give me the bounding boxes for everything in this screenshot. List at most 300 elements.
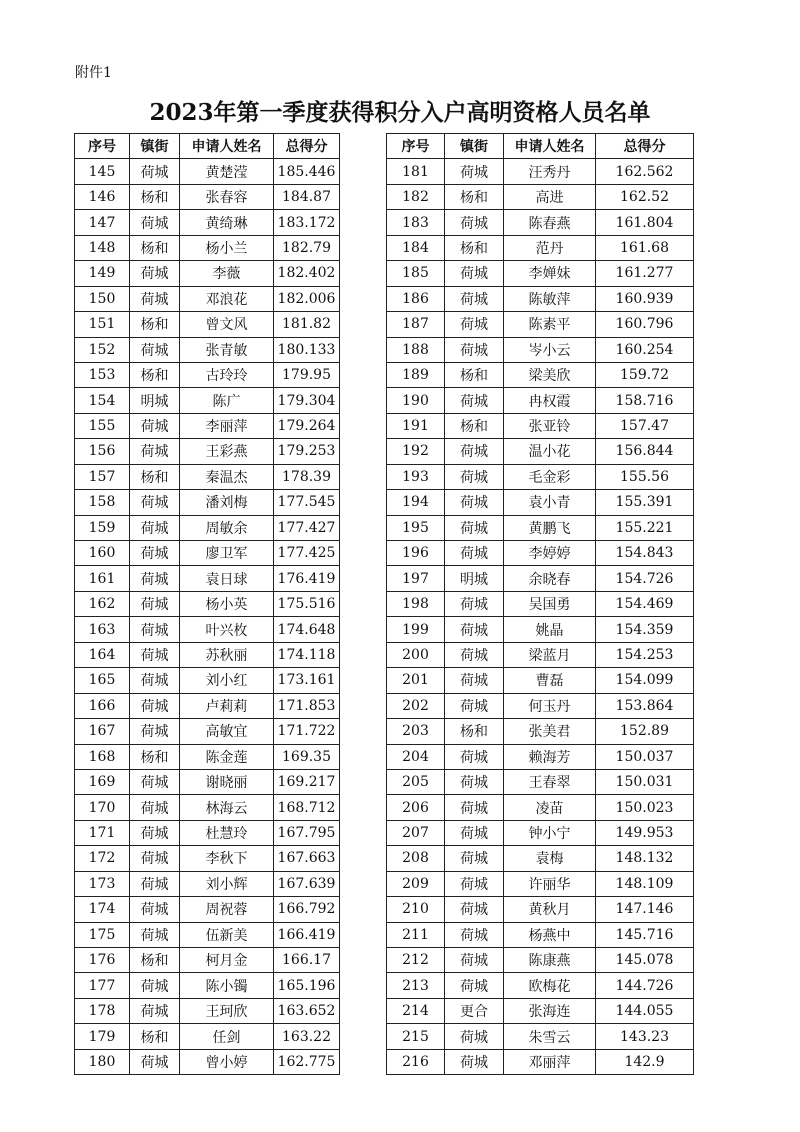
cell-name: 高进 <box>504 184 596 209</box>
cell-name: 陈敏萍 <box>504 286 596 311</box>
cell-seq: 178 <box>75 998 130 1023</box>
cell-name: 曹磊 <box>504 668 596 693</box>
table-row <box>75 388 340 413</box>
cell-name: 凌苗 <box>504 795 596 820</box>
table-row <box>75 897 340 922</box>
cell-seq: 199 <box>387 617 445 642</box>
cell-town: 荷城 <box>445 591 504 616</box>
table-row <box>387 184 694 209</box>
cell-score: 154.359 <box>596 617 694 642</box>
header-name: 申请人姓名 <box>180 134 274 159</box>
cell-name: 伍新美 <box>180 922 274 947</box>
table-row <box>387 719 694 744</box>
cell-seq: 154 <box>75 388 130 413</box>
cell-name: 周敏余 <box>180 515 274 540</box>
table-row <box>387 973 694 998</box>
table-row <box>75 1049 340 1074</box>
header-score: 总得分 <box>596 134 694 159</box>
cell-name: 陈广 <box>180 388 274 413</box>
header-town: 镇街 <box>130 134 180 159</box>
table-row <box>387 922 694 947</box>
cell-name: 温小花 <box>504 439 596 464</box>
cell-seq: 205 <box>387 769 445 794</box>
table-row <box>75 998 340 1023</box>
cell-seq: 204 <box>387 744 445 769</box>
cell-name: 朱雪云 <box>504 1024 596 1049</box>
cell-name: 杜慧玲 <box>180 820 274 845</box>
table-row <box>387 820 694 845</box>
header-town: 镇街 <box>445 134 504 159</box>
cell-name: 许丽华 <box>504 871 596 896</box>
cell-seq: 160 <box>75 541 130 566</box>
cell-seq: 146 <box>75 184 130 209</box>
roster-table-left <box>74 133 340 1075</box>
cell-town: 杨和 <box>445 235 504 260</box>
cell-seq: 149 <box>75 261 130 286</box>
cell-name: 李婷婷 <box>504 541 596 566</box>
cell-score: 163.22 <box>274 1024 340 1049</box>
table-row <box>75 566 340 591</box>
cell-score: 184.87 <box>274 184 340 209</box>
cell-seq: 158 <box>75 490 130 515</box>
cell-seq: 211 <box>387 922 445 947</box>
table-row <box>75 312 340 337</box>
table-row <box>75 413 340 438</box>
table-row <box>75 464 340 489</box>
cell-town: 杨和 <box>130 184 180 209</box>
cell-seq: 150 <box>75 286 130 311</box>
cell-town: 荷城 <box>445 871 504 896</box>
table-row <box>387 693 694 718</box>
cell-score: 145.078 <box>596 948 694 973</box>
cell-score: 148.132 <box>596 846 694 871</box>
cell-score: 155.391 <box>596 490 694 515</box>
cell-score: 145.716 <box>596 922 694 947</box>
cell-seq: 212 <box>387 948 445 973</box>
table-row <box>75 769 340 794</box>
cell-name: 陈小镯 <box>180 973 274 998</box>
table-row <box>75 922 340 947</box>
cell-name: 吴国勇 <box>504 591 596 616</box>
cell-seq: 193 <box>387 464 445 489</box>
cell-town: 荷城 <box>445 846 504 871</box>
cell-score: 177.425 <box>274 541 340 566</box>
cell-name: 毛金彩 <box>504 464 596 489</box>
cell-name: 任剑 <box>180 1024 274 1049</box>
cell-town: 荷城 <box>130 922 180 947</box>
table-row <box>387 490 694 515</box>
table-row <box>75 541 340 566</box>
cell-score: 171.722 <box>274 719 340 744</box>
cell-seq: 173 <box>75 871 130 896</box>
cell-score: 156.844 <box>596 439 694 464</box>
cell-name: 黄绮琳 <box>180 210 274 235</box>
cell-town: 荷城 <box>130 769 180 794</box>
table-row <box>387 591 694 616</box>
cell-seq: 209 <box>387 871 445 896</box>
cell-name: 姚晶 <box>504 617 596 642</box>
cell-name: 潘刘梅 <box>180 490 274 515</box>
cell-seq: 179 <box>75 1024 130 1049</box>
cell-score: 161.68 <box>596 235 694 260</box>
table-row <box>75 693 340 718</box>
cell-score: 175.516 <box>274 591 340 616</box>
cell-score: 182.006 <box>274 286 340 311</box>
cell-score: 179.304 <box>274 388 340 413</box>
cell-town: 荷城 <box>445 159 504 184</box>
cell-name: 汪秀丹 <box>504 159 596 184</box>
cell-town: 荷城 <box>130 210 180 235</box>
cell-name: 袁小青 <box>504 490 596 515</box>
cell-town: 荷城 <box>130 413 180 438</box>
cell-town: 杨和 <box>445 184 504 209</box>
table-row <box>75 235 340 260</box>
cell-seq: 195 <box>387 515 445 540</box>
cell-score: 166.419 <box>274 922 340 947</box>
cell-name: 秦温杰 <box>180 464 274 489</box>
cell-town: 荷城 <box>130 846 180 871</box>
cell-name: 王彩燕 <box>180 439 274 464</box>
cell-seq: 148 <box>75 235 130 260</box>
table-row <box>387 235 694 260</box>
cell-town: 荷城 <box>130 591 180 616</box>
cell-name: 张美君 <box>504 719 596 744</box>
cell-town: 荷城 <box>130 337 180 362</box>
cell-score: 154.099 <box>596 668 694 693</box>
cell-name: 刘小红 <box>180 668 274 693</box>
cell-name: 梁美欣 <box>504 362 596 387</box>
cell-name: 陈春燕 <box>504 210 596 235</box>
cell-seq: 192 <box>387 439 445 464</box>
cell-town: 荷城 <box>445 668 504 693</box>
cell-name: 余晓春 <box>504 566 596 591</box>
cell-town: 杨和 <box>130 312 180 337</box>
cell-score: 147.146 <box>596 897 694 922</box>
cell-seq: 188 <box>387 337 445 362</box>
table-row <box>75 515 340 540</box>
cell-town: 杨和 <box>130 948 180 973</box>
cell-score: 159.72 <box>596 362 694 387</box>
cell-score: 162.52 <box>596 184 694 209</box>
cell-town: 荷城 <box>130 261 180 286</box>
cell-town: 荷城 <box>445 388 504 413</box>
cell-name: 邓浪花 <box>180 286 274 311</box>
cell-seq: 151 <box>75 312 130 337</box>
cell-seq: 161 <box>75 566 130 591</box>
cell-seq: 166 <box>75 693 130 718</box>
cell-score: 144.726 <box>596 973 694 998</box>
cell-seq: 176 <box>75 948 130 973</box>
cell-score: 153.864 <box>596 693 694 718</box>
cell-score: 161.804 <box>596 210 694 235</box>
cell-seq: 184 <box>387 235 445 260</box>
table-row <box>387 897 694 922</box>
cell-name: 邓丽萍 <box>504 1049 596 1074</box>
table-row <box>387 769 694 794</box>
cell-seq: 174 <box>75 897 130 922</box>
cell-seq: 171 <box>75 820 130 845</box>
table-row <box>387 337 694 362</box>
cell-name: 欧梅花 <box>504 973 596 998</box>
cell-score: 179.253 <box>274 439 340 464</box>
table-row <box>387 210 694 235</box>
cell-town: 荷城 <box>130 617 180 642</box>
cell-score: 150.037 <box>596 744 694 769</box>
table-row <box>387 744 694 769</box>
cell-score: 185.446 <box>274 159 340 184</box>
cell-score: 155.56 <box>596 464 694 489</box>
cell-seq: 186 <box>387 286 445 311</box>
table-row <box>387 439 694 464</box>
header-name: 申请人姓名 <box>504 134 596 159</box>
cell-name: 张青敏 <box>180 337 274 362</box>
cell-score: 179.95 <box>274 362 340 387</box>
table-row <box>387 413 694 438</box>
cell-town: 荷城 <box>445 820 504 845</box>
cell-name: 廖卫军 <box>180 541 274 566</box>
cell-town: 杨和 <box>130 464 180 489</box>
cell-seq: 175 <box>75 922 130 947</box>
cell-town: 更合 <box>445 998 504 1023</box>
table-row <box>387 948 694 973</box>
cell-seq: 169 <box>75 769 130 794</box>
cell-score: 144.055 <box>596 998 694 1023</box>
cell-town: 荷城 <box>445 769 504 794</box>
cell-score: 157.47 <box>596 413 694 438</box>
cell-seq: 187 <box>387 312 445 337</box>
cell-seq: 156 <box>75 439 130 464</box>
cell-seq: 191 <box>387 413 445 438</box>
cell-town: 杨和 <box>445 719 504 744</box>
cell-score: 161.277 <box>596 261 694 286</box>
table-header-row <box>387 134 694 159</box>
cell-town: 杨和 <box>445 362 504 387</box>
cell-town: 荷城 <box>445 922 504 947</box>
cell-seq: 190 <box>387 388 445 413</box>
cell-score: 154.843 <box>596 541 694 566</box>
cell-town: 荷城 <box>445 973 504 998</box>
cell-name: 李薇 <box>180 261 274 286</box>
cell-town: 荷城 <box>445 693 504 718</box>
cell-seq: 159 <box>75 515 130 540</box>
cell-town: 杨和 <box>130 362 180 387</box>
table-row <box>75 1024 340 1049</box>
cell-town: 荷城 <box>445 948 504 973</box>
cell-town: 明城 <box>130 388 180 413</box>
cell-score: 174.648 <box>274 617 340 642</box>
table-row <box>75 820 340 845</box>
cell-town: 杨和 <box>130 1024 180 1049</box>
cell-score: 181.82 <box>274 312 340 337</box>
table-row <box>75 210 340 235</box>
table-row <box>75 973 340 998</box>
document-title: 2023年第一季度获得积分入户高明资格人员名单 <box>149 99 651 126</box>
cell-name: 梁蓝月 <box>504 642 596 667</box>
cell-town: 荷城 <box>130 719 180 744</box>
cell-town: 荷城 <box>445 312 504 337</box>
cell-seq: 214 <box>387 998 445 1023</box>
cell-seq: 181 <box>387 159 445 184</box>
cell-score: 160.939 <box>596 286 694 311</box>
cell-score: 154.253 <box>596 642 694 667</box>
table-row <box>387 464 694 489</box>
cell-name: 张海连 <box>504 998 596 1023</box>
cell-score: 163.652 <box>274 998 340 1023</box>
table-row <box>75 591 340 616</box>
cell-name: 岑小云 <box>504 337 596 362</box>
table-row <box>387 286 694 311</box>
cell-name: 王春翠 <box>504 769 596 794</box>
cell-score: 166.17 <box>274 948 340 973</box>
cell-town: 荷城 <box>445 795 504 820</box>
cell-score: 177.545 <box>274 490 340 515</box>
cell-name: 黄秋月 <box>504 897 596 922</box>
header-score: 总得分 <box>274 134 340 159</box>
cell-score: 177.427 <box>274 515 340 540</box>
cell-town: 荷城 <box>130 439 180 464</box>
cell-seq: 145 <box>75 159 130 184</box>
table-row <box>75 846 340 871</box>
cell-score: 148.109 <box>596 871 694 896</box>
cell-town: 荷城 <box>445 439 504 464</box>
cell-town: 荷城 <box>130 490 180 515</box>
cell-town: 杨和 <box>130 744 180 769</box>
cell-name: 杨小英 <box>180 591 274 616</box>
cell-seq: 170 <box>75 795 130 820</box>
cell-name: 黄鹏飞 <box>504 515 596 540</box>
table-row <box>75 642 340 667</box>
cell-name: 李婵妹 <box>504 261 596 286</box>
cell-seq: 208 <box>387 846 445 871</box>
cell-score: 178.39 <box>274 464 340 489</box>
cell-seq: 216 <box>387 1049 445 1074</box>
table-row <box>75 261 340 286</box>
cell-town: 荷城 <box>445 210 504 235</box>
attachment-label: 附件1 <box>75 65 112 81</box>
cell-town: 荷城 <box>445 617 504 642</box>
cell-name: 张亚铃 <box>504 413 596 438</box>
roster-table-right <box>386 133 694 1075</box>
cell-seq: 194 <box>387 490 445 515</box>
cell-name: 钟小宁 <box>504 820 596 845</box>
table-row <box>75 948 340 973</box>
cell-town: 荷城 <box>445 541 504 566</box>
cell-score: 158.716 <box>596 388 694 413</box>
cell-town: 荷城 <box>130 820 180 845</box>
table-row <box>75 286 340 311</box>
cell-seq: 203 <box>387 719 445 744</box>
cell-score: 152.89 <box>596 719 694 744</box>
cell-name: 苏秋丽 <box>180 642 274 667</box>
cell-town: 荷城 <box>130 541 180 566</box>
cell-score: 173.161 <box>274 668 340 693</box>
cell-seq: 162 <box>75 591 130 616</box>
table-row <box>75 617 340 642</box>
table-row <box>387 515 694 540</box>
cell-name: 曾文风 <box>180 312 274 337</box>
table-row <box>387 541 694 566</box>
cell-score: 174.118 <box>274 642 340 667</box>
cell-score: 169.217 <box>274 769 340 794</box>
cell-seq: 182 <box>387 184 445 209</box>
cell-seq: 198 <box>387 591 445 616</box>
cell-seq: 189 <box>387 362 445 387</box>
cell-seq: 207 <box>387 820 445 845</box>
cell-score: 162.562 <box>596 159 694 184</box>
cell-town: 荷城 <box>130 668 180 693</box>
cell-town: 荷城 <box>445 261 504 286</box>
cell-score: 169.35 <box>274 744 340 769</box>
cell-town: 荷城 <box>130 1049 180 1074</box>
cell-seq: 157 <box>75 464 130 489</box>
cell-name: 李秋下 <box>180 846 274 871</box>
cell-seq: 206 <box>387 795 445 820</box>
table-row <box>75 439 340 464</box>
table-row <box>75 719 340 744</box>
cell-score: 167.639 <box>274 871 340 896</box>
cell-seq: 168 <box>75 744 130 769</box>
cell-score: 165.196 <box>274 973 340 998</box>
cell-town: 荷城 <box>130 286 180 311</box>
cell-name: 冉权霞 <box>504 388 596 413</box>
cell-town: 荷城 <box>130 515 180 540</box>
cell-seq: 167 <box>75 719 130 744</box>
cell-town: 荷城 <box>130 693 180 718</box>
cell-seq: 165 <box>75 668 130 693</box>
cell-score: 155.221 <box>596 515 694 540</box>
cell-score: 183.172 <box>274 210 340 235</box>
table-row <box>387 1024 694 1049</box>
table-row <box>387 642 694 667</box>
table-row <box>75 490 340 515</box>
cell-seq: 202 <box>387 693 445 718</box>
cell-seq: 215 <box>387 1024 445 1049</box>
cell-town: 明城 <box>445 566 504 591</box>
cell-seq: 196 <box>387 541 445 566</box>
cell-name: 袁梅 <box>504 846 596 871</box>
cell-town: 荷城 <box>130 973 180 998</box>
cell-seq: 183 <box>387 210 445 235</box>
cell-score: 143.23 <box>596 1024 694 1049</box>
cell-score: 154.469 <box>596 591 694 616</box>
cell-score: 154.726 <box>596 566 694 591</box>
cell-town: 荷城 <box>130 159 180 184</box>
cell-town: 荷城 <box>445 897 504 922</box>
cell-town: 荷城 <box>445 1024 504 1049</box>
table-row <box>75 362 340 387</box>
cell-score: 166.792 <box>274 897 340 922</box>
table-row <box>387 362 694 387</box>
cell-name: 赖海芳 <box>504 744 596 769</box>
table-row <box>387 388 694 413</box>
cell-seq: 147 <box>75 210 130 235</box>
cell-seq: 164 <box>75 642 130 667</box>
table-row <box>75 337 340 362</box>
cell-name: 卢莉莉 <box>180 693 274 718</box>
cell-seq: 200 <box>387 642 445 667</box>
cell-name: 刘小辉 <box>180 871 274 896</box>
cell-score: 149.953 <box>596 820 694 845</box>
table-row <box>387 668 694 693</box>
cell-name: 袁日球 <box>180 566 274 591</box>
cell-name: 柯月金 <box>180 948 274 973</box>
table-row <box>387 795 694 820</box>
table-row <box>75 744 340 769</box>
cell-town: 荷城 <box>445 642 504 667</box>
cell-name: 叶兴枚 <box>180 617 274 642</box>
cell-seq: 210 <box>387 897 445 922</box>
cell-name: 范丹 <box>504 235 596 260</box>
